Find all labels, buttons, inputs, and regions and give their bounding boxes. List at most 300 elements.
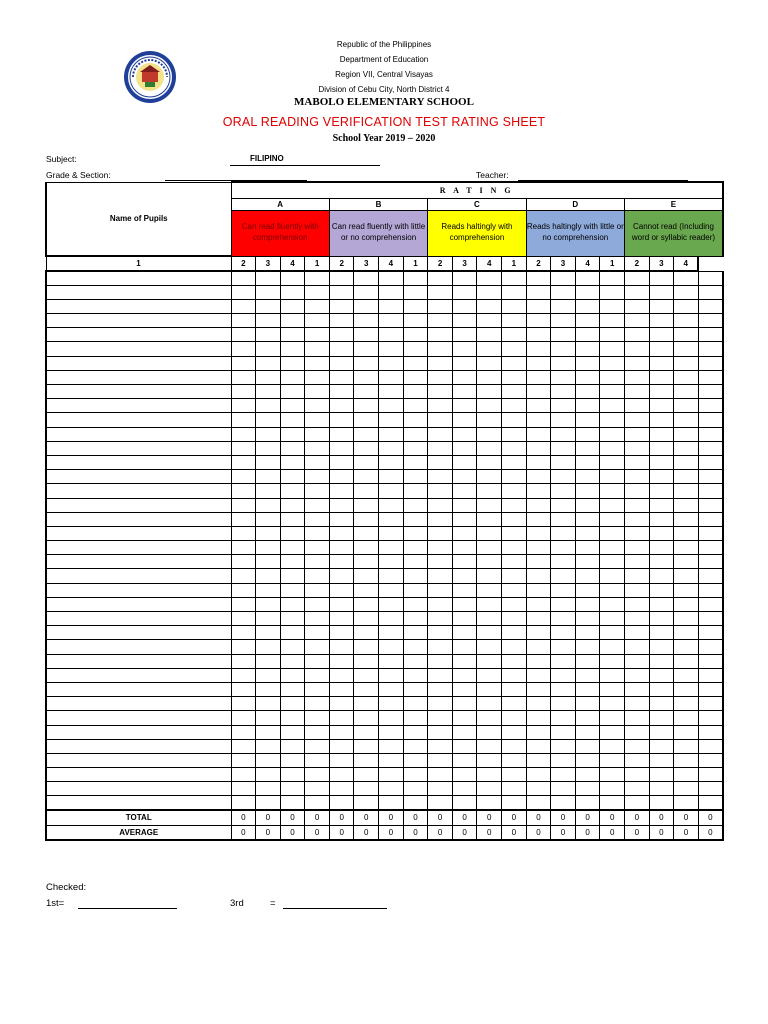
rating-cell[interactable] (452, 385, 477, 399)
rating-cell[interactable] (305, 441, 330, 455)
rating-cell[interactable] (600, 385, 625, 399)
rating-cell[interactable] (329, 512, 354, 526)
rating-cell[interactable] (575, 654, 600, 668)
rating-cell[interactable] (256, 441, 281, 455)
rating-cell[interactable] (452, 711, 477, 725)
rating-cell[interactable] (551, 385, 576, 399)
rating-cell[interactable] (231, 356, 256, 370)
rating-cell[interactable] (575, 541, 600, 555)
rating-cell[interactable] (452, 555, 477, 569)
rating-cell[interactable] (625, 768, 650, 782)
rating-cell[interactable] (329, 697, 354, 711)
rating-cell[interactable] (600, 782, 625, 796)
rating-cell[interactable] (305, 370, 330, 384)
pupil-name-cell[interactable] (46, 682, 231, 696)
rating-cell[interactable] (379, 271, 404, 285)
rating-cell[interactable] (280, 441, 305, 455)
rating-cell[interactable] (256, 385, 281, 399)
rating-cell[interactable] (600, 583, 625, 597)
rating-cell[interactable] (674, 782, 699, 796)
rating-cell[interactable] (256, 597, 281, 611)
rating-cell[interactable] (280, 569, 305, 583)
rating-cell[interactable] (575, 441, 600, 455)
rating-cell[interactable] (600, 753, 625, 767)
rating-cell[interactable] (428, 285, 453, 299)
rating-cell[interactable] (600, 796, 625, 810)
rating-cell[interactable] (575, 753, 600, 767)
rating-cell[interactable] (403, 768, 428, 782)
rating-cell[interactable] (649, 498, 674, 512)
rating-cell[interactable] (698, 612, 723, 626)
rating-cell[interactable] (428, 597, 453, 611)
rating-cell[interactable] (575, 555, 600, 569)
rating-cell[interactable] (526, 753, 551, 767)
rating-cell[interactable] (256, 271, 281, 285)
rating-cell[interactable] (452, 768, 477, 782)
rating-cell[interactable] (329, 299, 354, 313)
rating-cell[interactable] (256, 612, 281, 626)
rating-cell[interactable] (379, 782, 404, 796)
rating-cell[interactable] (649, 299, 674, 313)
rating-cell[interactable] (231, 597, 256, 611)
rating-cell[interactable] (329, 782, 354, 796)
rating-cell[interactable] (526, 682, 551, 696)
rating-cell[interactable] (625, 640, 650, 654)
rating-cell[interactable] (354, 612, 379, 626)
rating-cell[interactable] (625, 314, 650, 328)
rating-cell[interactable] (305, 512, 330, 526)
rating-cell[interactable] (575, 597, 600, 611)
rating-cell[interactable] (625, 271, 650, 285)
rating-cell[interactable] (280, 314, 305, 328)
rating-cell[interactable] (477, 512, 502, 526)
rating-cell[interactable] (280, 512, 305, 526)
rating-cell[interactable] (477, 612, 502, 626)
rating-cell[interactable] (256, 370, 281, 384)
rating-cell[interactable] (452, 597, 477, 611)
rating-cell[interactable] (231, 399, 256, 413)
rating-cell[interactable] (354, 399, 379, 413)
rating-cell[interactable] (551, 413, 576, 427)
rating-cell[interactable] (502, 640, 527, 654)
rating-cell[interactable] (403, 385, 428, 399)
rating-cell[interactable] (625, 498, 650, 512)
rating-cell[interactable] (526, 725, 551, 739)
rating-cell[interactable] (256, 328, 281, 342)
rating-cell[interactable] (526, 441, 551, 455)
rating-cell[interactable] (305, 555, 330, 569)
rating-cell[interactable] (649, 484, 674, 498)
rating-cell[interactable] (280, 399, 305, 413)
rating-cell[interactable] (354, 484, 379, 498)
rating-cell[interactable] (354, 583, 379, 597)
rating-cell[interactable] (575, 484, 600, 498)
rating-cell[interactable] (649, 682, 674, 696)
rating-cell[interactable] (403, 597, 428, 611)
rating-cell[interactable] (256, 555, 281, 569)
rating-cell[interactable] (502, 597, 527, 611)
rating-cell[interactable] (575, 455, 600, 469)
rating-cell[interactable] (379, 654, 404, 668)
rating-cell[interactable] (231, 413, 256, 427)
rating-cell[interactable] (698, 498, 723, 512)
rating-cell[interactable] (354, 697, 379, 711)
rating-cell[interactable] (625, 427, 650, 441)
rating-cell[interactable] (526, 413, 551, 427)
rating-cell[interactable] (674, 455, 699, 469)
rating-cell[interactable] (379, 385, 404, 399)
rating-cell[interactable] (526, 512, 551, 526)
rating-cell[interactable] (698, 782, 723, 796)
rating-cell[interactable] (625, 413, 650, 427)
rating-cell[interactable] (354, 711, 379, 725)
rating-cell[interactable] (674, 370, 699, 384)
rating-cell[interactable] (649, 455, 674, 469)
rating-cell[interactable] (625, 626, 650, 640)
rating-cell[interactable] (329, 711, 354, 725)
rating-cell[interactable] (256, 342, 281, 356)
pupil-name-cell[interactable] (46, 498, 231, 512)
rating-cell[interactable] (403, 526, 428, 540)
rating-cell[interactable] (305, 385, 330, 399)
rating-cell[interactable] (329, 541, 354, 555)
rating-cell[interactable] (231, 753, 256, 767)
rating-cell[interactable] (674, 484, 699, 498)
rating-cell[interactable] (674, 796, 699, 810)
rating-cell[interactable] (526, 697, 551, 711)
rating-cell[interactable] (625, 385, 650, 399)
rating-cell[interactable] (305, 682, 330, 696)
rating-cell[interactable] (428, 413, 453, 427)
rating-cell[interactable] (625, 342, 650, 356)
rating-cell[interactable] (403, 427, 428, 441)
rating-cell[interactable] (329, 569, 354, 583)
rating-cell[interactable] (625, 470, 650, 484)
rating-cell[interactable] (477, 597, 502, 611)
rating-cell[interactable] (698, 328, 723, 342)
rating-cell[interactable] (256, 427, 281, 441)
pupil-name-cell[interactable] (46, 356, 231, 370)
rating-cell[interactable] (551, 328, 576, 342)
pupil-name-cell[interactable] (46, 626, 231, 640)
rating-cell[interactable] (428, 654, 453, 668)
rating-cell[interactable] (452, 285, 477, 299)
rating-cell[interactable] (698, 470, 723, 484)
rating-cell[interactable] (231, 654, 256, 668)
rating-cell[interactable] (231, 328, 256, 342)
pupil-name-cell[interactable] (46, 413, 231, 427)
rating-cell[interactable] (256, 356, 281, 370)
rating-cell[interactable] (674, 285, 699, 299)
pupil-name-cell[interactable] (46, 668, 231, 682)
rating-cell[interactable] (231, 370, 256, 384)
pupil-name-cell[interactable] (46, 654, 231, 668)
pupil-name-cell[interactable] (46, 484, 231, 498)
rating-cell[interactable] (625, 583, 650, 597)
rating-cell[interactable] (575, 299, 600, 313)
rating-cell[interactable] (575, 271, 600, 285)
rating-cell[interactable] (575, 356, 600, 370)
rating-cell[interactable] (379, 668, 404, 682)
rating-cell[interactable] (280, 541, 305, 555)
rating-cell[interactable] (502, 725, 527, 739)
rating-cell[interactable] (649, 739, 674, 753)
rating-cell[interactable] (526, 597, 551, 611)
rating-cell[interactable] (305, 597, 330, 611)
rating-cell[interactable] (674, 640, 699, 654)
rating-cell[interactable] (698, 370, 723, 384)
rating-cell[interactable] (698, 271, 723, 285)
rating-cell[interactable] (452, 725, 477, 739)
rating-cell[interactable] (231, 427, 256, 441)
rating-cell[interactable] (477, 796, 502, 810)
rating-cell[interactable] (502, 441, 527, 455)
rating-cell[interactable] (452, 314, 477, 328)
rating-cell[interactable] (625, 356, 650, 370)
rating-cell[interactable] (428, 796, 453, 810)
rating-cell[interactable] (698, 555, 723, 569)
rating-cell[interactable] (379, 768, 404, 782)
rating-cell[interactable] (526, 569, 551, 583)
rating-cell[interactable] (329, 385, 354, 399)
rating-cell[interactable] (477, 555, 502, 569)
rating-cell[interactable] (526, 356, 551, 370)
rating-cell[interactable] (231, 314, 256, 328)
rating-cell[interactable] (674, 328, 699, 342)
rating-cell[interactable] (477, 697, 502, 711)
rating-cell[interactable] (698, 342, 723, 356)
rating-cell[interactable] (329, 682, 354, 696)
rating-cell[interactable] (649, 356, 674, 370)
rating-cell[interactable] (551, 768, 576, 782)
rating-cell[interactable] (256, 484, 281, 498)
rating-cell[interactable] (575, 668, 600, 682)
rating-cell[interactable] (649, 285, 674, 299)
rating-cell[interactable] (428, 711, 453, 725)
rating-cell[interactable] (600, 626, 625, 640)
rating-cell[interactable] (502, 328, 527, 342)
rating-cell[interactable] (477, 626, 502, 640)
rating-cell[interactable] (403, 654, 428, 668)
rating-cell[interactable] (698, 583, 723, 597)
rating-cell[interactable] (502, 697, 527, 711)
rating-cell[interactable] (280, 370, 305, 384)
rating-cell[interactable] (403, 441, 428, 455)
rating-cell[interactable] (428, 541, 453, 555)
rating-cell[interactable] (502, 682, 527, 696)
rating-cell[interactable] (575, 526, 600, 540)
rating-cell[interactable] (428, 441, 453, 455)
rating-cell[interactable] (280, 682, 305, 696)
rating-cell[interactable] (649, 782, 674, 796)
rating-cell[interactable] (575, 739, 600, 753)
rating-cell[interactable] (403, 498, 428, 512)
rating-cell[interactable] (452, 612, 477, 626)
rating-cell[interactable] (526, 399, 551, 413)
rating-cell[interactable] (625, 697, 650, 711)
rating-cell[interactable] (305, 541, 330, 555)
rating-cell[interactable] (674, 399, 699, 413)
rating-cell[interactable] (428, 314, 453, 328)
rating-cell[interactable] (428, 782, 453, 796)
rating-cell[interactable] (649, 640, 674, 654)
rating-cell[interactable] (575, 796, 600, 810)
rating-cell[interactable] (600, 370, 625, 384)
rating-cell[interactable] (329, 612, 354, 626)
rating-cell[interactable] (526, 739, 551, 753)
rating-cell[interactable] (502, 314, 527, 328)
rating-cell[interactable] (502, 583, 527, 597)
rating-cell[interactable] (403, 640, 428, 654)
rating-cell[interactable] (551, 470, 576, 484)
rating-cell[interactable] (477, 682, 502, 696)
rating-cell[interactable] (231, 782, 256, 796)
rating-cell[interactable] (354, 739, 379, 753)
rating-cell[interactable] (551, 541, 576, 555)
rating-cell[interactable] (551, 441, 576, 455)
rating-cell[interactable] (575, 399, 600, 413)
rating-cell[interactable] (305, 796, 330, 810)
rating-cell[interactable] (452, 356, 477, 370)
rating-cell[interactable] (551, 640, 576, 654)
rating-cell[interactable] (575, 342, 600, 356)
rating-cell[interactable] (280, 385, 305, 399)
rating-cell[interactable] (379, 441, 404, 455)
rating-cell[interactable] (354, 626, 379, 640)
rating-cell[interactable] (403, 583, 428, 597)
rating-cell[interactable] (502, 555, 527, 569)
rating-cell[interactable] (231, 498, 256, 512)
rating-cell[interactable] (526, 299, 551, 313)
rating-cell[interactable] (698, 441, 723, 455)
pupil-name-cell[interactable] (46, 768, 231, 782)
rating-cell[interactable] (502, 753, 527, 767)
rating-cell[interactable] (452, 484, 477, 498)
rating-cell[interactable] (674, 541, 699, 555)
rating-cell[interactable] (428, 427, 453, 441)
rating-cell[interactable] (551, 399, 576, 413)
rating-cell[interactable] (403, 484, 428, 498)
rating-cell[interactable] (452, 413, 477, 427)
rating-cell[interactable] (256, 512, 281, 526)
rating-cell[interactable] (625, 796, 650, 810)
rating-cell[interactable] (452, 299, 477, 313)
rating-cell[interactable] (452, 455, 477, 469)
rating-cell[interactable] (477, 427, 502, 441)
rating-cell[interactable] (649, 555, 674, 569)
rating-cell[interactable] (354, 668, 379, 682)
rating-cell[interactable] (452, 739, 477, 753)
rating-cell[interactable] (231, 612, 256, 626)
rating-cell[interactable] (305, 739, 330, 753)
rating-cell[interactable] (551, 299, 576, 313)
rating-cell[interactable] (526, 271, 551, 285)
rating-cell[interactable] (674, 385, 699, 399)
rating-cell[interactable] (575, 725, 600, 739)
rating-cell[interactable] (428, 385, 453, 399)
rating-cell[interactable] (256, 569, 281, 583)
rating-cell[interactable] (649, 399, 674, 413)
rating-cell[interactable] (625, 441, 650, 455)
rating-cell[interactable] (625, 299, 650, 313)
rating-cell[interactable] (354, 271, 379, 285)
rating-cell[interactable] (502, 399, 527, 413)
rating-cell[interactable] (452, 697, 477, 711)
rating-cell[interactable] (403, 470, 428, 484)
rating-cell[interactable] (305, 271, 330, 285)
rating-cell[interactable] (280, 583, 305, 597)
rating-cell[interactable] (625, 484, 650, 498)
rating-cell[interactable] (305, 640, 330, 654)
rating-cell[interactable] (452, 427, 477, 441)
rating-cell[interactable] (649, 512, 674, 526)
rating-cell[interactable] (403, 512, 428, 526)
rating-cell[interactable] (256, 285, 281, 299)
rating-cell[interactable] (428, 753, 453, 767)
rating-cell[interactable] (551, 356, 576, 370)
pupil-name-cell[interactable] (46, 711, 231, 725)
rating-cell[interactable] (674, 753, 699, 767)
rating-cell[interactable] (625, 668, 650, 682)
rating-cell[interactable] (354, 725, 379, 739)
rating-cell[interactable] (280, 782, 305, 796)
rating-cell[interactable] (674, 470, 699, 484)
rating-cell[interactable] (551, 271, 576, 285)
rating-cell[interactable] (551, 526, 576, 540)
rating-cell[interactable] (354, 413, 379, 427)
rating-cell[interactable] (256, 299, 281, 313)
rating-cell[interactable] (256, 498, 281, 512)
rating-cell[interactable] (452, 753, 477, 767)
rating-cell[interactable] (600, 654, 625, 668)
rating-cell[interactable] (698, 285, 723, 299)
rating-cell[interactable] (403, 356, 428, 370)
pupil-name-cell[interactable] (46, 271, 231, 285)
rating-cell[interactable] (625, 370, 650, 384)
rating-cell[interactable] (526, 668, 551, 682)
rating-cell[interactable] (329, 640, 354, 654)
pupil-name-cell[interactable] (46, 441, 231, 455)
rating-cell[interactable] (428, 697, 453, 711)
rating-cell[interactable] (231, 285, 256, 299)
rating-cell[interactable] (698, 640, 723, 654)
rating-cell[interactable] (305, 356, 330, 370)
rating-cell[interactable] (305, 299, 330, 313)
rating-cell[interactable] (649, 385, 674, 399)
rating-cell[interactable] (526, 455, 551, 469)
rating-cell[interactable] (502, 498, 527, 512)
pupil-name-cell[interactable] (46, 512, 231, 526)
rating-cell[interactable] (403, 796, 428, 810)
rating-cell[interactable] (649, 668, 674, 682)
pupil-name-cell[interactable] (46, 569, 231, 583)
rating-cell[interactable] (600, 314, 625, 328)
rating-cell[interactable] (280, 342, 305, 356)
rating-cell[interactable] (526, 385, 551, 399)
rating-cell[interactable] (256, 470, 281, 484)
rating-cell[interactable] (698, 654, 723, 668)
rating-cell[interactable] (674, 512, 699, 526)
rating-cell[interactable] (329, 328, 354, 342)
rating-cell[interactable] (428, 356, 453, 370)
rating-cell[interactable] (502, 796, 527, 810)
pupil-name-cell[interactable] (46, 782, 231, 796)
rating-cell[interactable] (452, 626, 477, 640)
rating-cell[interactable] (526, 583, 551, 597)
subject-underline[interactable] (230, 165, 380, 166)
rating-cell[interactable] (280, 753, 305, 767)
rating-cell[interactable] (551, 725, 576, 739)
